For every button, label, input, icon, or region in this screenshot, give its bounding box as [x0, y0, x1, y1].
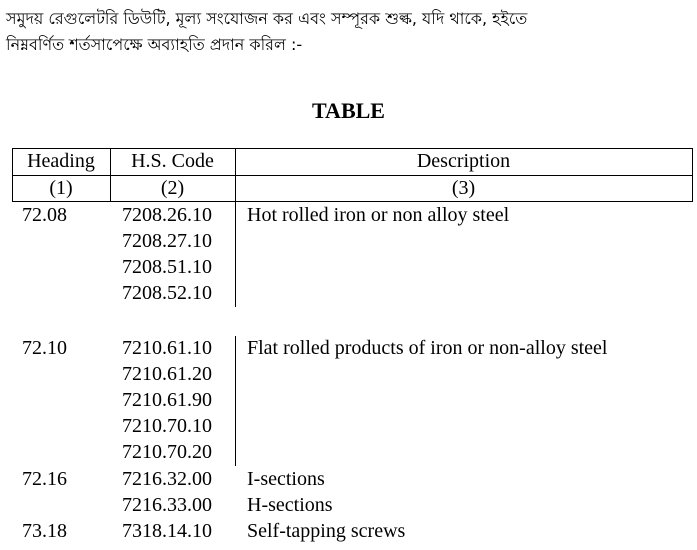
heading-cell: 73.18 [22, 520, 67, 542]
column-number-3: (3) [451, 177, 476, 199]
table-title: TABLE [312, 98, 385, 123]
heading-cell: 72.08 [22, 204, 67, 226]
header-hs-code: H.S. Code [131, 150, 214, 172]
hs-code-cell: 7210.70.10 [122, 415, 212, 437]
hs-code-cell: 7210.61.10 [122, 337, 212, 359]
table-row [0, 466, 697, 492]
hs-code-cell: 7210.61.20 [122, 363, 212, 385]
table-row [0, 439, 697, 465]
table-row [0, 361, 697, 387]
table-row [0, 518, 697, 544]
description-cell: Self-tapping screws [247, 520, 406, 542]
hs-code-cell: 7216.33.00 [122, 494, 212, 516]
table-row [0, 280, 697, 306]
header-description: Description [416, 150, 511, 172]
heading-cell: 72.10 [22, 337, 67, 359]
hs-code-cell: 7216.32.00 [122, 468, 212, 490]
table-row [0, 413, 697, 439]
description-cell: I-sections [247, 468, 325, 490]
intro-line-2: নিম্নবর্ণিত শর্তসাপেক্ষে অব্যাহতি প্রদান করিল :- [6, 35, 303, 54]
hs-code-cell: 7208.52.10 [122, 282, 212, 304]
hs-code-cell: 7210.61.90 [122, 389, 212, 411]
hs-code-cell: 7208.26.10 [122, 204, 212, 226]
column-number-2: (2) [160, 177, 185, 199]
table-row [0, 387, 697, 413]
table-row [0, 335, 697, 361]
table-right-border [692, 148, 693, 201]
header-heading: Heading [27, 150, 95, 172]
table-row [0, 228, 697, 254]
description-cell: H-sections [247, 494, 333, 516]
table-row [0, 202, 697, 228]
intro-line-1: সমুদয় রেগুলেটরি ডিউটি, মূল্য সংযোজন কর এবং সম্পূরক শুল্ক, যদি থাকে, হইতে [6, 9, 528, 28]
table-row [0, 492, 697, 518]
hs-code-cell: 7208.51.10 [122, 256, 212, 278]
intro-paragraph [6, 6, 686, 58]
hs-code-cell: 7210.70.20 [122, 441, 212, 463]
hs-code-cell: 7318.14.10 [122, 520, 212, 542]
heading-cell: 72.16 [22, 468, 67, 490]
column-number-1: (1) [49, 177, 73, 199]
hs-code-cell: 7208.27.10 [122, 230, 212, 252]
description-cell: Flat rolled products of iron or non-alloy steel [247, 337, 608, 359]
description-cell: Hot rolled iron or non alloy steel [247, 204, 510, 226]
table-row [0, 254, 697, 280]
